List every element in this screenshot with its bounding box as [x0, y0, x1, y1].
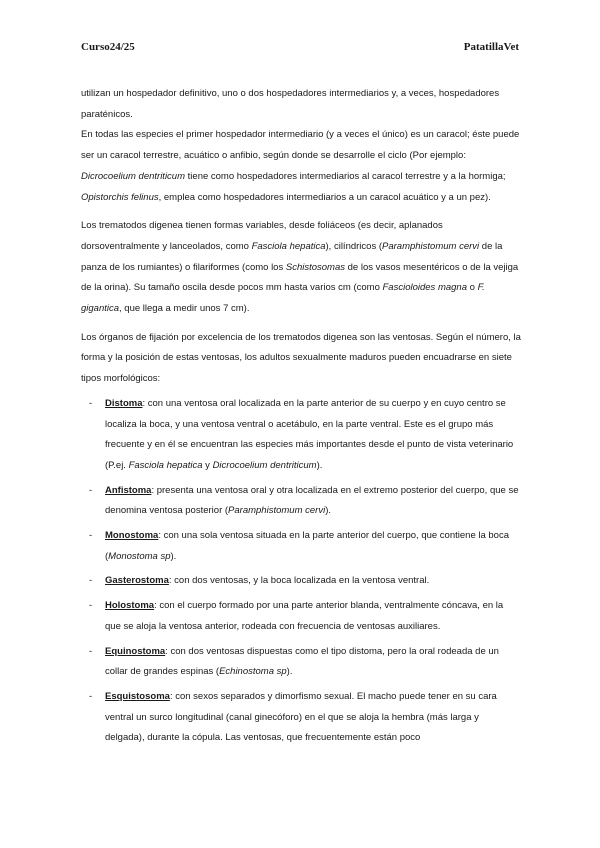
morphological-types-list — [81, 394, 521, 749]
type-term: Gasterostoma — [105, 575, 169, 587]
text-segment: En todas las especies el primer hospedador intermediario (y a veces el único) es un caracol; éste puede ser un caracol terrestre, acuático o anfibio, según donde se desarrolle el ciclo (Por ejemplo: — [81, 129, 520, 162]
text-segment: Los trematodos digenea tienen formas variables, desde foliáceos (es decir, aplanados dorsoventralmente y lanceolados, como — [81, 220, 443, 252]
text-segment: , emplea como hospedadores intermediarios a un caracol acuático y a un pez). — [158, 191, 491, 203]
text-segment: tiene como hospedadores intermediarios al caracol terrestre y a la hormiga; — [185, 170, 506, 182]
text-segment: : con una ventosa oral localizada en la parte anterior de su cuerpo y en cuyo centro se localiza la boca, y una ventosa ventral o acetábulo, en la parte ventral. Este es el grupo más frecuente y en él se encuentran las especies más importantes desde el punto de vista veterinario (P.ej. — [105, 397, 514, 471]
text-segment: : con dos ventosas dispuestas como el tipo distoma, pero la oral rodeada de un collar de grandes espinas ( — [105, 645, 499, 678]
page-header — [81, 41, 519, 57]
type-item-equinostoma — [81, 642, 521, 683]
species-name: F. gigantica — [81, 282, 485, 315]
text-segment: : con una sola ventosa situada en la parte anterior del cuerpo, que contiene la boca ( — [105, 530, 509, 562]
type-term: Monostoma — [105, 530, 159, 542]
species-name: Paramphistomum cervi — [228, 505, 326, 517]
text-segment: : con sexos separados y dimorfismo sexual. El macho puede tener en su cara ventral un surco longitudinal (canal ginecóforo) en el que se aloja la hembra (más larga y delgada), durante la cópula. Las ventosas, que frecuentemente están poco — [105, 690, 497, 744]
text-segment: y — [202, 459, 213, 471]
species-name: Dicrocoelium dentriticum — [212, 459, 317, 471]
text-segment: ). — [316, 459, 323, 471]
document-body — [81, 84, 521, 749]
list-dash: - — [89, 397, 93, 409]
type-item-esquistosoma — [81, 687, 521, 749]
text-segment: o — [467, 282, 478, 294]
text-segment: utilizan un hospedador definitivo, uno o dos hospedadores intermediarios y, a veces, hospedadores paraténicos. — [81, 88, 500, 120]
type-item-monostoma — [81, 526, 521, 567]
type-item-gasterostoma — [81, 571, 521, 592]
header-course: Curso24/25 — [81, 41, 135, 53]
text-segment: de los vasos mesentéricos o de la vejiga de la orina). Su tamaño oscila desde pocos mm hasta varios cm (como — [81, 261, 519, 294]
text-segment: : presenta una ventosa oral y otra localizada en el extremo posterior del cuerpo, que se denomina ventosa posterior ( — [105, 484, 519, 517]
species-name: Monostoma sp — [108, 550, 171, 562]
text-segment: de la panza de los rumiantes) o filariformes (como los — [81, 240, 503, 273]
list-dash: - — [89, 575, 93, 587]
type-term: Distoma — [105, 397, 143, 409]
text-segment: Los órganos de fijación por excelencia de los trematodos digenea son las ventosas. Según el número, la forma y la posición de estas ventosas, los adultos sexualmente maduros pueden encuadrarse en siete tipos morfológicos: — [81, 331, 521, 385]
text-segment: ). — [325, 505, 331, 517]
list-dash: - — [89, 484, 93, 496]
list-dash: - — [89, 690, 93, 702]
species-name: Fascioloides magna — [382, 282, 467, 294]
type-item-distoma — [81, 394, 521, 477]
text-segment: , que llega a medir unos 7 cm). — [119, 303, 250, 315]
species-name: Fasciola hepatica — [128, 459, 203, 471]
type-item-anfistoma — [81, 481, 521, 522]
type-term: Holostoma — [105, 600, 155, 612]
paragraph-snail-host — [81, 125, 521, 208]
type-term: Equinostoma — [105, 645, 166, 657]
paragraph-suckers — [81, 328, 521, 390]
paragraph-hosts — [81, 84, 521, 125]
species-name: Opistorchis felinus — [81, 191, 159, 203]
species-name: Schistosomas — [285, 261, 345, 273]
species-name: Echinostoma sp — [219, 666, 287, 678]
type-item-holostoma — [81, 596, 521, 637]
text-segment: ). — [286, 666, 293, 678]
type-term: Anfistoma — [105, 484, 152, 496]
text-segment: : con el cuerpo formado por una parte anterior blanda, ventralmente cóncava, en la que se aloja la ventosa anterior, rodeada con frecuencia de ventosas auxiliares. — [105, 600, 504, 632]
type-term: Esquistosoma — [105, 690, 170, 702]
list-dash: - — [89, 600, 93, 612]
text-segment: ), cilíndricos ( — [325, 240, 382, 252]
paragraph-body-forms — [81, 216, 521, 320]
species-name: Dicrocoelium dentriticum — [81, 170, 186, 182]
list-dash: - — [89, 645, 93, 657]
header-author: PatatillaVet — [463, 41, 519, 53]
species-name: Fasciola hepatica — [251, 240, 326, 252]
species-name: Paramphistomum cervi — [382, 240, 480, 252]
text-segment: : con dos ventosas, y la boca localizada en la ventosa ventral. — [168, 575, 430, 587]
text-segment: ). — [170, 550, 177, 562]
list-dash: - — [89, 530, 93, 542]
